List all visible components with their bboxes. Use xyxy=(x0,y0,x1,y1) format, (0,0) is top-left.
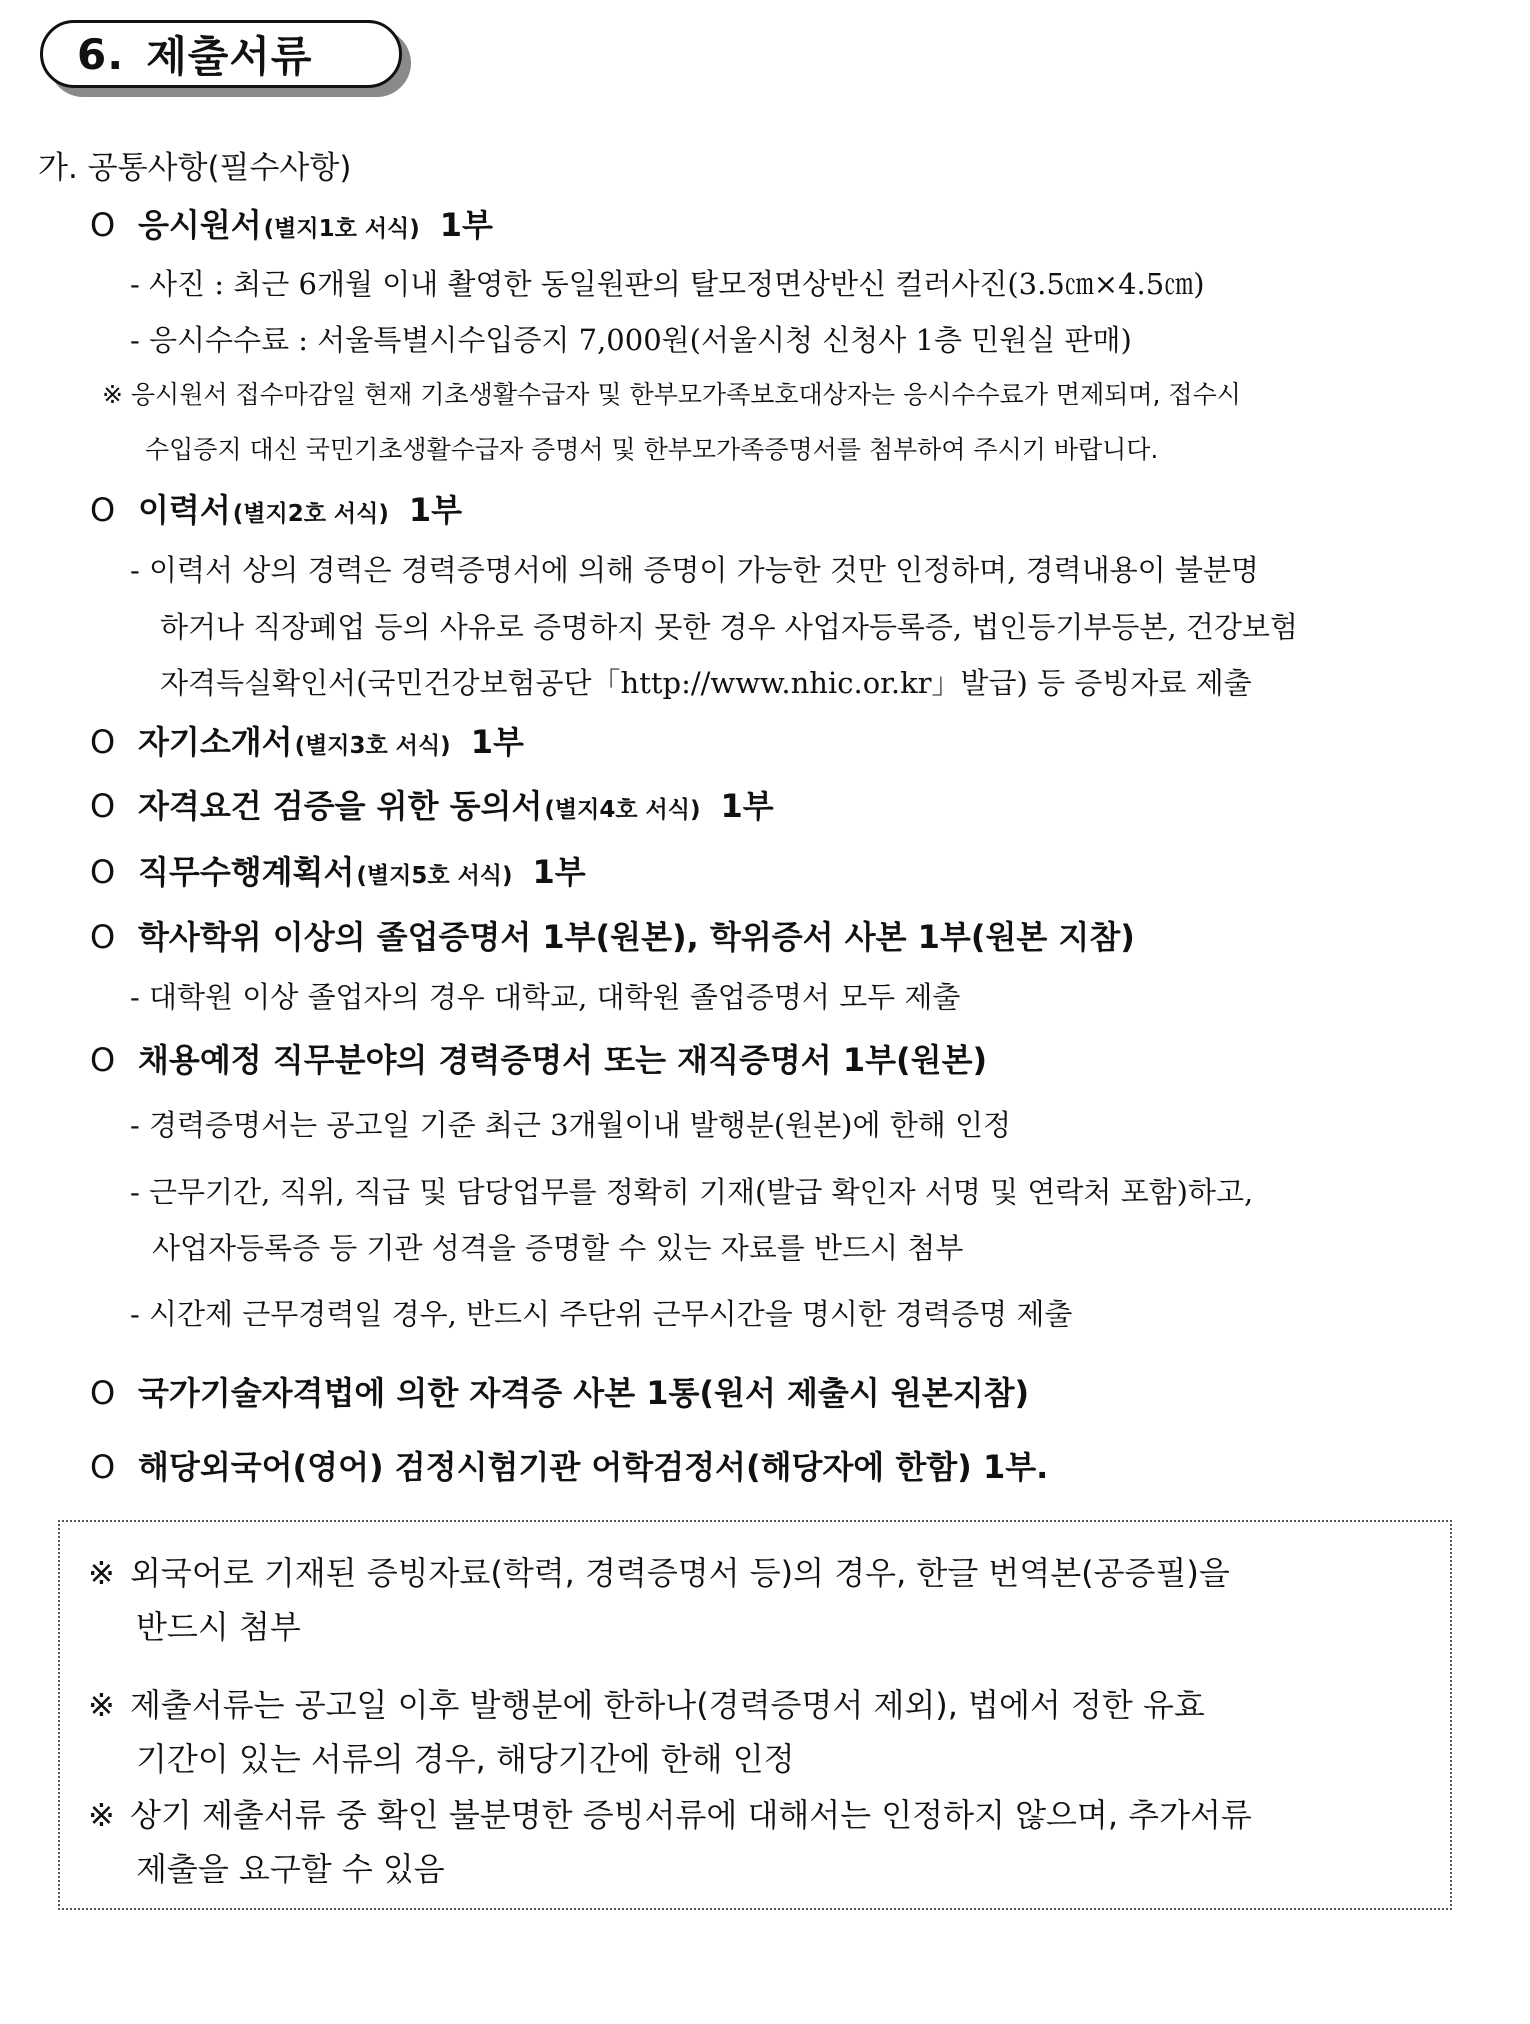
bullet-icon: O xyxy=(90,491,116,529)
bullet-icon: O xyxy=(90,1448,116,1486)
item-degree xyxy=(90,912,1135,958)
copies-label: 1부 xyxy=(439,206,493,244)
item-label: 채용예정 직무분야의 경력증명서 또는 재직증명서 1부(원본) xyxy=(138,1041,988,1079)
item-label: 해당외국어(영어) 검정시험기관 어학검정서(해당자에 한함) 1부. xyxy=(138,1448,1049,1486)
item-plan xyxy=(90,847,586,893)
item-license xyxy=(90,1368,1029,1414)
item-career xyxy=(90,1035,987,1081)
item-label: 이력서 xyxy=(138,491,231,529)
item-application xyxy=(90,200,493,246)
box-note-3 xyxy=(88,1790,1430,1890)
item-resume xyxy=(90,485,462,531)
form-label: (별지2호 서식) xyxy=(232,501,389,527)
section-title-text: 제출서류 xyxy=(146,32,313,81)
item-label: 자격요건 검증을 위한 동의서 xyxy=(138,787,543,825)
bullet-icon: O xyxy=(90,723,116,761)
detail-resume-3: 자격득실확인서(국민건강보험공단「http://www.nhic.or.kr」발급) 등 증빙자료 제출 xyxy=(160,666,1252,700)
detail-career-2b: 사업자등록증 등 기관 성격을 증명할 수 있는 자료를 반드시 첨부 xyxy=(152,1231,964,1265)
note-mark: ※ xyxy=(88,1796,115,1834)
box-note-2 xyxy=(88,1680,1430,1780)
fee-note-line2: 수입증지 대신 국민기초생활수급자 증명서 및 한부모가족증명서를 첨부하여 주시기 바랍니다. xyxy=(145,435,1159,464)
note-line2: 반드시 첨부 xyxy=(136,1608,301,1646)
fee-note-line1: ※ 응시원서 접수마감일 현재 기초생활수급자 및 한부모가족보호대상자는 응시수수료가 면제되며, 접수시 xyxy=(102,380,1241,409)
detail-fee: - 응시수수료 : 서울특별시수입증지 7,000원(서울시청 신청사 1층 민원실 판매) xyxy=(130,323,1132,357)
copies-label: 1부 xyxy=(720,787,774,825)
form-label: (별지1호 서식) xyxy=(263,216,420,242)
note-mark: ※ xyxy=(88,1686,115,1724)
note-line1: 상기 제출서류 중 확인 불분명한 증빙서류에 대해서는 인정하지 않으며, 추가서류 xyxy=(130,1796,1252,1834)
section-number: 6. xyxy=(77,29,125,79)
detail-photo: - 사진 : 최근 6개월 이내 촬영한 동일원판의 탈모정면상반신 컬러사진(3.5㎝×4.5㎝) xyxy=(130,267,1205,301)
bullet-icon: O xyxy=(90,1041,116,1079)
detail-resume-2: 하거나 직장폐업 등의 사유로 증명하지 못한 경우 사업자등록증, 법인등기부등본, 건강보험 xyxy=(160,610,1298,644)
box-note-1 xyxy=(88,1548,1430,1648)
note-line2: 기간이 있는 서류의 경우, 해당기간에 한해 인정 xyxy=(136,1740,795,1778)
item-consent xyxy=(90,781,774,827)
detail-degree: - 대학원 이상 졸업자의 경우 대학교, 대학원 졸업증명서 모두 제출 xyxy=(130,980,961,1014)
item-language xyxy=(90,1442,1048,1488)
form-label: (별지4호 서식) xyxy=(544,797,701,823)
item-label: 응시원서 xyxy=(138,206,262,244)
form-label: (별지5호 서식) xyxy=(356,863,513,889)
bullet-icon: O xyxy=(90,918,116,956)
detail-career-3: - 시간제 근무경력일 경우, 반드시 주단위 근무시간을 명시한 경력증명 제출 xyxy=(130,1297,1073,1331)
copies-label: 1부 xyxy=(532,853,586,891)
note-line1: 제출서류는 공고일 이후 발행분에 한하나(경력증명서 제외), 법에서 정한 유효 xyxy=(130,1686,1205,1724)
bullet-icon: O xyxy=(90,853,116,891)
bullet-icon: O xyxy=(90,787,116,825)
copies-label: 1부 xyxy=(408,491,463,529)
note-line1: 외국어로 기재된 증빙자료(학력, 경력증명서 등)의 경우, 한글 번역본(공증필)을 xyxy=(130,1554,1230,1592)
note-mark: ※ xyxy=(88,1554,115,1592)
detail-career-2a: - 근무기간, 직위, 직급 및 담당업무를 정확히 기재(발급 확인자 서명 및 연락처 포함)하고, xyxy=(130,1175,1254,1209)
detail-career-1: - 경력증명서는 공고일 기준 최근 3개월이내 발행분(원본)에 한해 인정 xyxy=(130,1108,1012,1142)
detail-resume-1: - 이력서 상의 경력은 경력증명서에 의해 증명이 가능한 것만 인정하며, 경력내용이 불분명 xyxy=(130,553,1259,587)
bullet-icon: O xyxy=(90,206,116,244)
section-title xyxy=(40,20,402,88)
item-label: 자기소개서 xyxy=(138,723,293,761)
subsection-heading: 가. 공통사항(필수사항) xyxy=(38,150,352,186)
note-line2: 제출을 요구할 수 있음 xyxy=(136,1850,445,1888)
copies-label: 1부 xyxy=(470,723,524,761)
item-label: 국가기술자격법에 의한 자격증 사본 1통(원서 제출시 원본지참) xyxy=(138,1374,1030,1412)
item-label: 직무수행계획서 xyxy=(138,853,355,891)
bullet-icon: O xyxy=(90,1374,116,1412)
item-intro xyxy=(90,717,524,763)
form-label: (별지3호 서식) xyxy=(294,733,451,759)
item-label: 학사학위 이상의 졸업증명서 1부(원본), 학위증서 사본 1부(원본 지참) xyxy=(138,918,1135,956)
